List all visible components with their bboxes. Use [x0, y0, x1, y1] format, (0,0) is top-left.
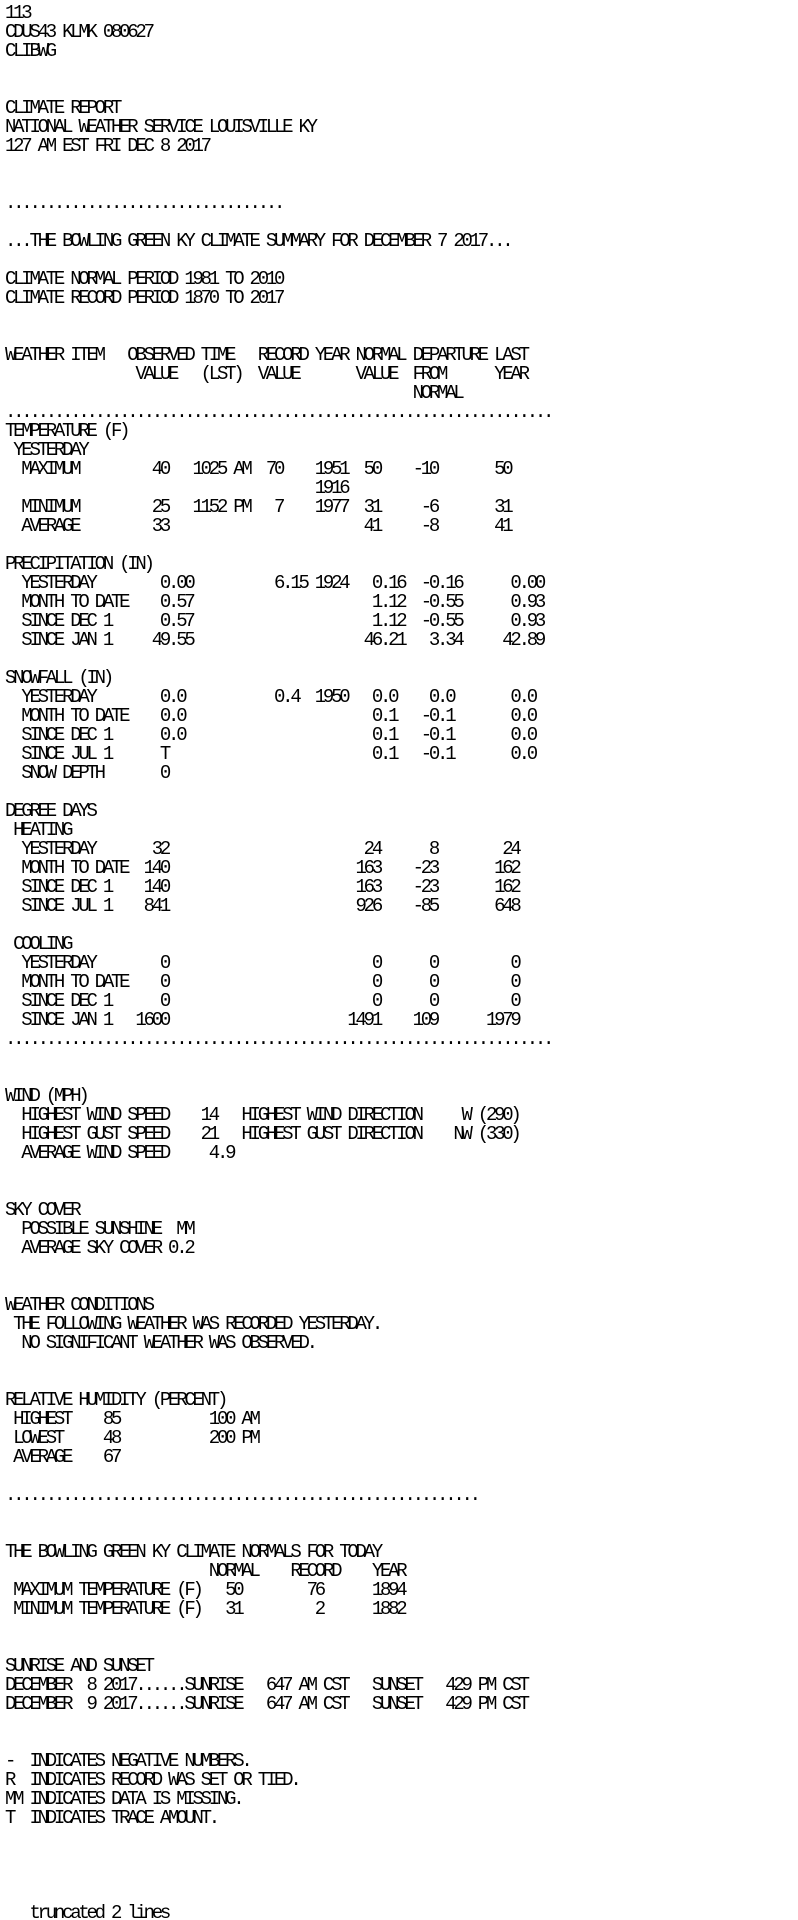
report-line [5, 1619, 798, 1638]
report-line: SINCE DEC 1 140 163 -23 162 [5, 876, 519, 898]
report-line: DECEMBER 9 2017......SUNRISE 647 AM CST SUNSET 429 PM CST [5, 1693, 527, 1715]
report-line: SINCE JAN 1 49.55 46.21 3.34 42.89 [5, 629, 544, 651]
report-line: HIGHEST 85 100 AM [5, 1408, 258, 1430]
report-line: 127 AM EST FRI DEC 8 2017 [5, 135, 209, 157]
report-line [5, 308, 798, 327]
report-line: SINCE DEC 1 0.0 0.1 -0.1 0.0 [5, 724, 535, 746]
report-line: AVERAGE WIND SPEED 4.9 [5, 1142, 234, 1164]
report-line [5, 1866, 798, 1885]
report-line: SINCE DEC 1 0 0 0 0 [5, 990, 519, 1012]
report-line: YESTERDAY 0.00 6.15 1924 0.16 -0.16 0.00 [5, 572, 544, 594]
report-line: WIND (MPH) [5, 1085, 87, 1107]
report-line [5, 1068, 798, 1087]
report-line: MONTH TO DATE 140 163 -23 162 [5, 857, 519, 879]
report-line: CLIMATE NORMAL PERIOD 1981 TO 2010 [5, 268, 283, 290]
report-line [5, 80, 798, 99]
report-line [5, 916, 798, 935]
report-line: MM INDICATES DATA IS MISSING. [5, 1788, 242, 1810]
report-line: .......................................................... [5, 1484, 478, 1506]
report-line [5, 1182, 798, 1201]
report-line: VALUE (LST) VALUE VALUE FROM YEAR [5, 363, 527, 385]
report-line: SINCE JUL 1 841 926 -85 648 [5, 895, 519, 917]
report-line: MONTH TO DATE 0 0 0 0 [5, 971, 519, 993]
report-line: CLIMATE REPORT [5, 97, 120, 119]
report-line: ................................................................... [5, 401, 552, 423]
report-line: T INDICATES TRACE AMOUNT. [5, 1807, 217, 1829]
report-line: NORMAL RECORD YEAR [5, 1560, 405, 1582]
report-line: NATIONAL WEATHER SERVICE LOUISVILLE KY [5, 116, 315, 138]
report-line: CDUS43 KLMK 080627 [5, 21, 152, 43]
report-line: PRECIPITATION (IN) [5, 553, 152, 575]
report-line: LOWEST 48 200 PM [5, 1427, 258, 1449]
report-line: YESTERDAY [5, 439, 87, 461]
report-line: CLIBWG [5, 40, 54, 62]
report-line [5, 61, 798, 80]
report-line: SNOWFALL (IN) [5, 667, 111, 689]
report-line [5, 1505, 798, 1524]
report-line: HEATING [5, 819, 71, 841]
report-line: POSSIBLE SUNSHINE MM [5, 1218, 193, 1240]
report-line: RELATIVE HUMIDITY (PERCENT) [5, 1389, 226, 1411]
report-line: COOLING [5, 933, 71, 955]
report-line: THE BOWLING GREEN KY CLIMATE NORMALS FOR TODAY [5, 1541, 380, 1563]
report-line: HIGHEST WIND SPEED 14 HIGHEST WIND DIRECTION W (290) [5, 1104, 519, 1126]
report-line: CLIMATE RECORD PERIOD 1870 TO 2017 [5, 287, 283, 309]
report-line: SUNRISE AND SUNSET [5, 1655, 152, 1677]
report-line: DECEMBER 8 2017......SUNRISE 647 AM CST SUNSET 429 PM CST [5, 1674, 527, 1696]
report-line: AVERAGE 67 [5, 1446, 120, 1468]
report-line: HIGHEST GUST SPEED 21 HIGHEST GUST DIRECTION NW (330) [5, 1123, 519, 1145]
report-line: NORMAL [5, 382, 462, 404]
report-line: MINIMUM 25 1152 PM 7 1977 31 -6 31 [5, 496, 511, 518]
report-line: MINIMUM TEMPERATURE (F) 31 2 1882 [5, 1598, 405, 1620]
report-line [5, 1258, 798, 1277]
report-line: - INDICATES NEGATIVE NUMBERS. [5, 1750, 250, 1772]
report-line: SINCE JAN 1 1600 1491 109 1979 [5, 1009, 519, 1031]
report-line: R INDICATES RECORD WAS SET OR TIED. [5, 1769, 299, 1791]
report-line: 113 [5, 2, 30, 24]
report-line: WEATHER CONDITIONS [5, 1294, 152, 1316]
report-line: THE FOLLOWING WEATHER WAS RECORDED YESTERDAY. [5, 1313, 380, 1335]
report-line: NO SIGNIFICANT WEATHER WAS OBSERVED. [5, 1332, 315, 1354]
report-line [5, 156, 798, 175]
report-line: ...THE BOWLING GREEN KY CLIMATE SUMMARY FOR DECEMBER 7 2017... [5, 230, 511, 252]
report-line: SINCE DEC 1 0.57 1.12 -0.55 0.93 [5, 610, 544, 632]
report-line: .................................. [5, 192, 283, 214]
report-line: AVERAGE 33 41 -8 41 [5, 515, 511, 537]
report-line: 1916 [5, 477, 348, 499]
report-line: YESTERDAY 0.0 0.4 1950 0.0 0.0 0.0 [5, 686, 535, 708]
report-line: SNOW DEPTH 0 [5, 762, 169, 784]
report-line [5, 1353, 798, 1372]
report-line [5, 1847, 798, 1866]
report-line: MONTH TO DATE 0.57 1.12 -0.55 0.93 [5, 591, 544, 613]
report-line: MAXIMUM 40 1025 AM 70 1951 50 -10 50 [5, 458, 511, 480]
report-line: WEATHER ITEM OBSERVED TIME RECORD YEAR NORMAL DEPARTURE LAST [5, 344, 527, 366]
report-line: truncated 2 lines [5, 1902, 169, 1920]
report-line [5, 1714, 798, 1733]
report-line [5, 1828, 798, 1847]
report-line [5, 783, 798, 802]
report-line: TEMPERATURE (F) [5, 420, 128, 442]
report-line: ................................................................... [5, 1028, 552, 1050]
report-line [5, 1049, 798, 1068]
report-line: MAXIMUM TEMPERATURE (F) 50 76 1894 [5, 1579, 405, 1601]
report-line: MONTH TO DATE 0.0 0.1 -0.1 0.0 [5, 705, 535, 727]
report-line: DEGREE DAYS [5, 800, 95, 822]
report-line: SKY COVER [5, 1199, 79, 1221]
report-line [5, 1163, 798, 1182]
report-line: YESTERDAY 32 24 8 24 [5, 838, 519, 860]
report-line: YESTERDAY 0 0 0 0 [5, 952, 519, 974]
report-line [5, 650, 798, 669]
report-line: AVERAGE SKY COVER 0.2 [5, 1237, 193, 1259]
report-line: SINCE JUL 1 T 0.1 -0.1 0.0 [5, 743, 535, 765]
